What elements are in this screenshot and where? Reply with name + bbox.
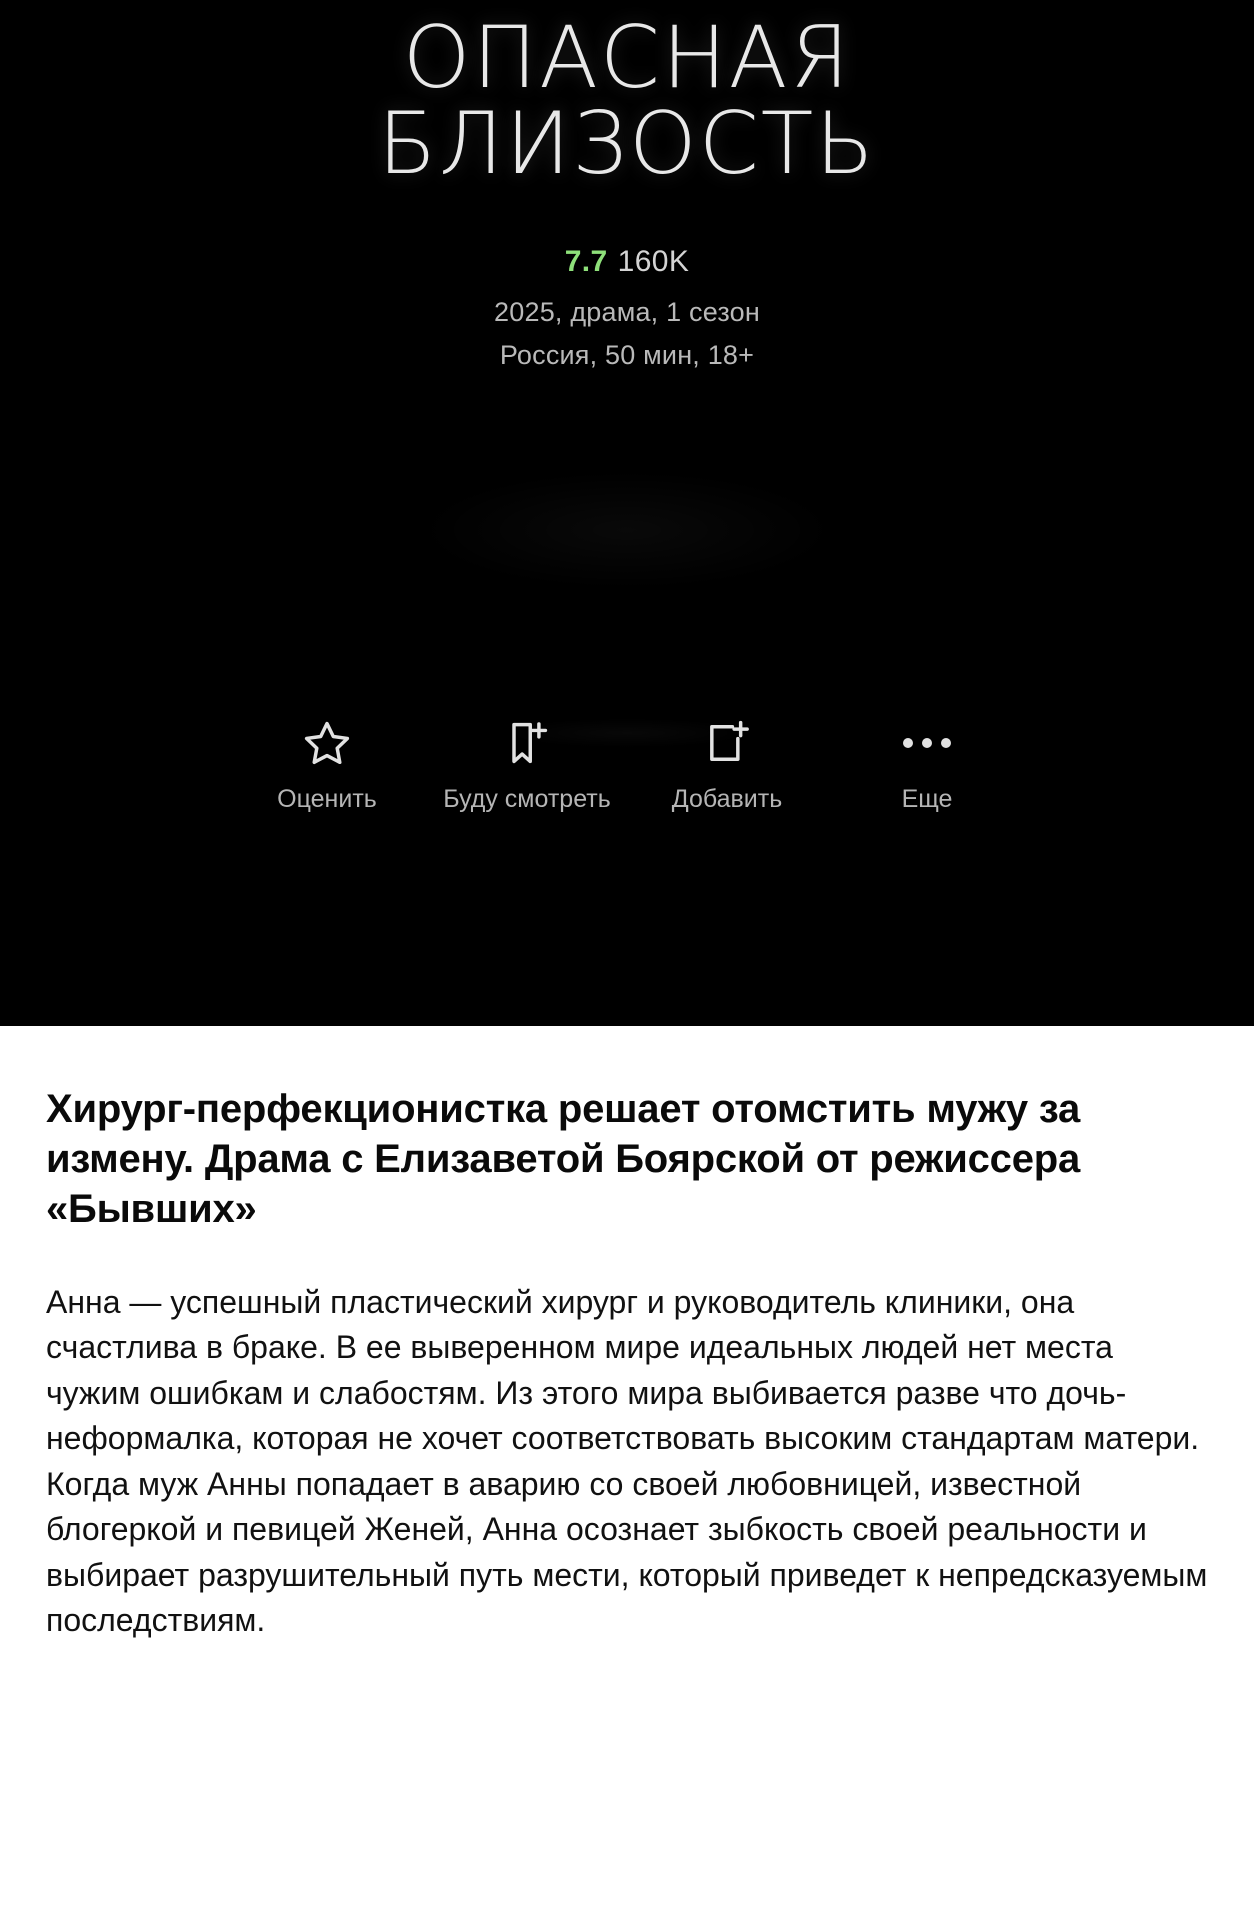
rating-value: 7.7 — [564, 245, 608, 279]
page-title — [377, 8, 877, 194]
ellipsis-icon — [903, 715, 951, 771]
add-to-collection-button-label: Добавить — [671, 785, 783, 813]
rate-button-label: Оценить — [277, 785, 377, 813]
watchlist-button-label: Буду смотреть — [443, 785, 611, 813]
star-icon — [301, 715, 353, 771]
more-button[interactable] — [827, 715, 1027, 814]
title-line-2: БЛИЗОСТЬ — [377, 93, 877, 194]
more-button-label: Еще — [901, 785, 953, 813]
description-synopsis: Анна — успешный пластический хирург и руководитель клиники, она счастлива в браке. В ее выверенном мире идеальных людей нет места чужим ошибкам и слабостям. Из этого мира выбивается разве что дочь-неформалка, которая не хочет соответствовать высоким стандартам матери. Когда муж Анны попадает в аварию со своей любовницей, известной блогеркой и певицей Женей, Анна осознает зыбкость своей реальности и выбирает разрушительный путь мести, который приведет к непредсказуемым последствиям. — [46, 1284, 1208, 1639]
meta-year-genre-season: 2025, драма, 1 сезон — [494, 297, 760, 328]
bookmark-plus-icon — [501, 715, 553, 771]
rating-count: 160K — [617, 245, 690, 279]
meta-country-duration-age: Россия, 50 мин, 18+ — [499, 340, 755, 371]
watchlist-button[interactable] — [427, 715, 627, 814]
title-line-1: ОПАСНАЯ — [402, 8, 852, 108]
square-plus-icon — [701, 715, 753, 771]
rate-button[interactable] — [227, 715, 427, 814]
description-headline: Хирург-перфекционистка решает отомстить мужу за измену. Драма с Елизаветой Боярской от режиссера «Бывших» — [46, 1087, 1081, 1231]
rating-block[interactable] — [565, 245, 690, 279]
description-section — [0, 1026, 1254, 1684]
add-to-collection-button[interactable] — [627, 715, 827, 814]
action-bar — [0, 715, 1254, 814]
